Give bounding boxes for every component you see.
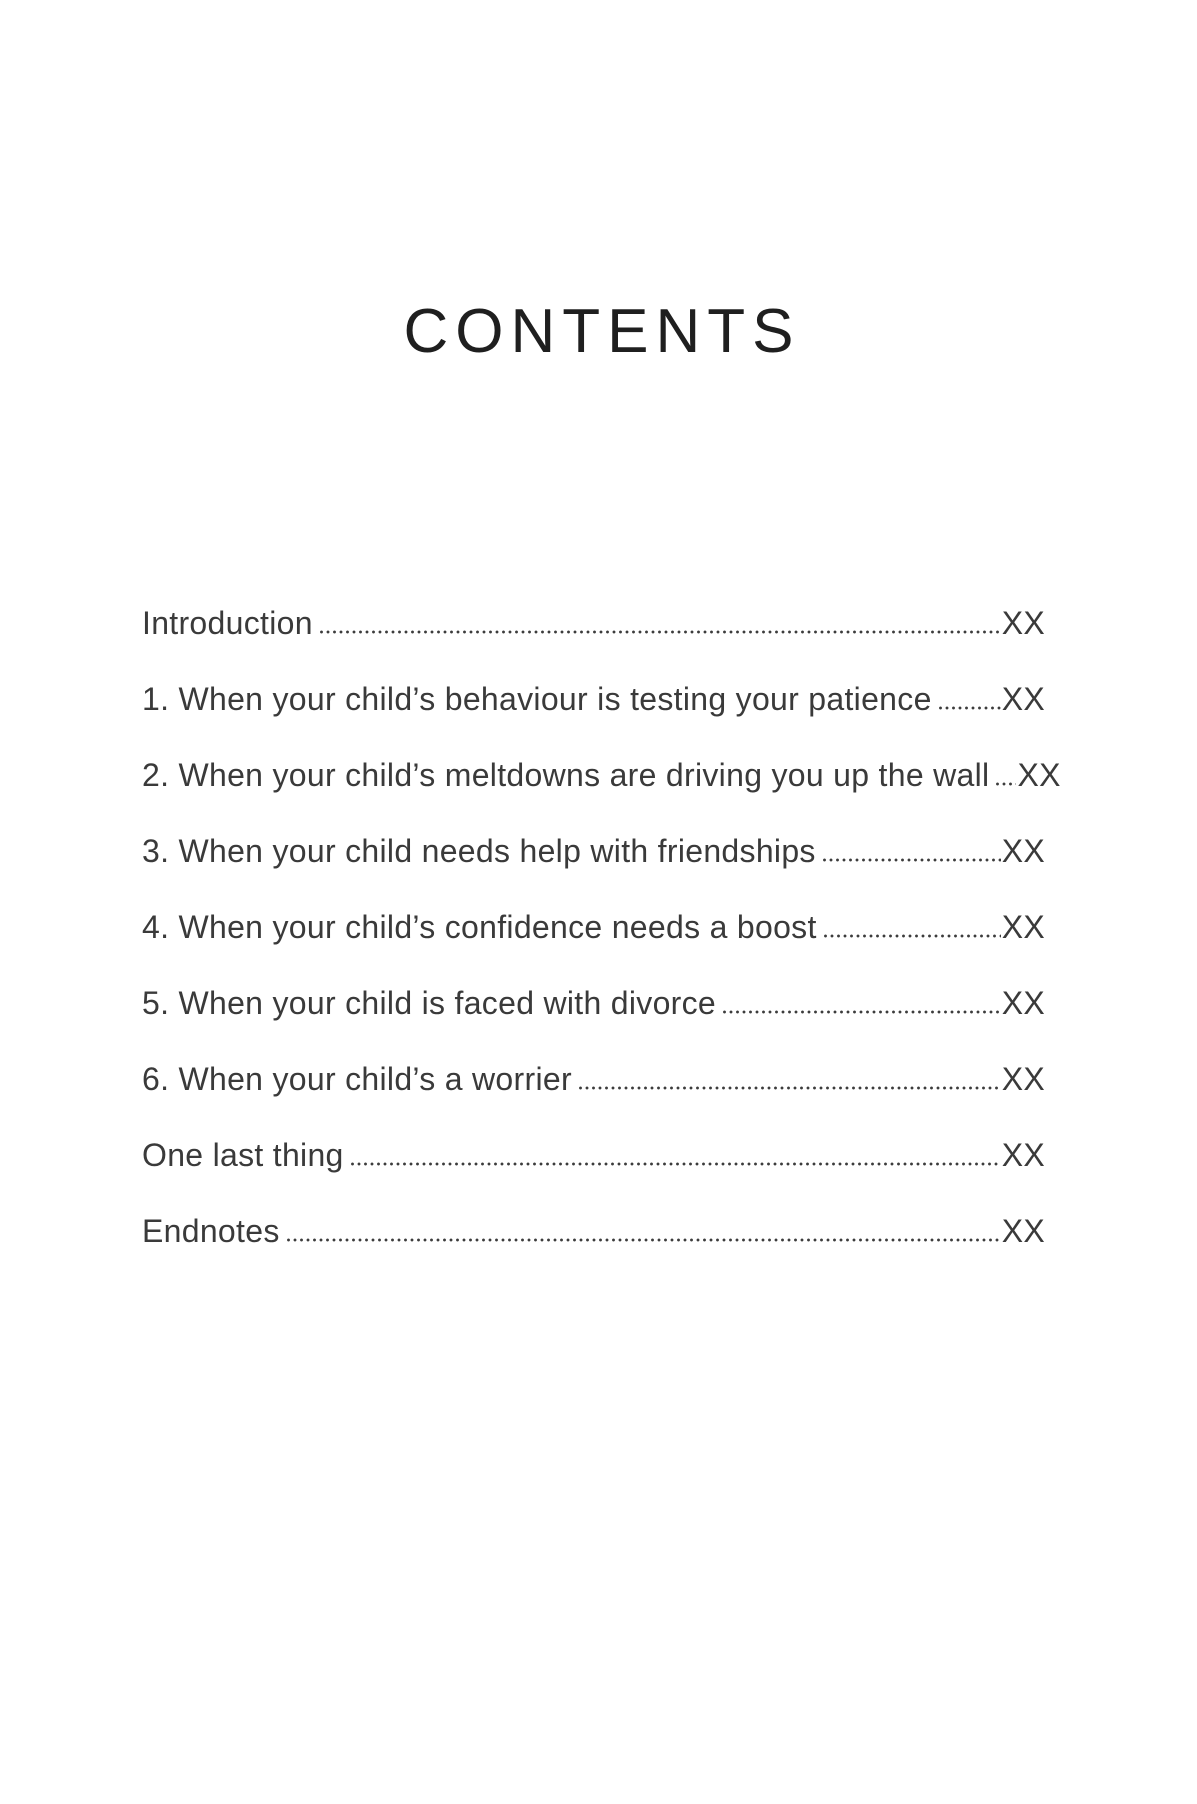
toc-entry-page-number: XX [1001,909,1045,946]
toc-entry-chapter-2 [142,753,1061,797]
page-title: CONTENTS [403,297,801,366]
dot-leader [579,1086,1001,1090]
toc-entry-label: One last thing [142,1137,344,1174]
toc-entry-page-number: XX [1001,681,1045,718]
toc-entry-label: 4. When your child’s confidence needs a boost [142,909,817,946]
toc-entry-chapter-6 [142,1057,1045,1101]
toc-entry-chapter-3 [142,829,1045,873]
toc-list [142,601,1061,1253]
toc-entry-label: 2. When your child’s meltdowns are driving you up the wall [142,757,990,794]
toc-entry-page-number: XX [1001,1137,1045,1174]
dot-leader [996,782,1016,786]
toc-entry-chapter-1 [142,677,1045,721]
dot-leader [823,858,1001,862]
toc-entry-page-number: XX [1001,833,1045,870]
toc-entry-page-number: XX [1001,1213,1045,1250]
dot-leader [320,630,1001,634]
dot-leader [723,1010,1001,1014]
toc-entry-label: 5. When your child is faced with divorce [142,985,717,1022]
toc-entry-introduction [142,601,1045,645]
toc-entry-chapter-4 [142,905,1045,949]
toc-entry-page-number: XX [1001,605,1045,642]
toc-entry-label: 6. When your child’s a worrier [142,1061,572,1098]
toc-entry-page-number: XX [1017,757,1061,794]
dot-leader [824,934,1001,938]
toc-entry-label: Introduction [142,605,313,642]
toc-entry-one-last-thing [142,1133,1045,1177]
toc-entry-page-number: XX [1001,1061,1045,1098]
toc-entry-endnotes [142,1209,1045,1253]
toc-entry-label: 3. When your child needs help with friendships [142,833,816,870]
dot-leader [939,706,1001,710]
toc-entry-label: Endnotes [142,1213,280,1250]
dot-leader [287,1238,1001,1242]
dot-leader [351,1162,1001,1166]
toc-entry-chapter-5 [142,981,1045,1025]
toc-entry-page-number: XX [1001,985,1045,1022]
toc-entry-label: 1. When your child’s behaviour is testing your patience [142,681,932,718]
